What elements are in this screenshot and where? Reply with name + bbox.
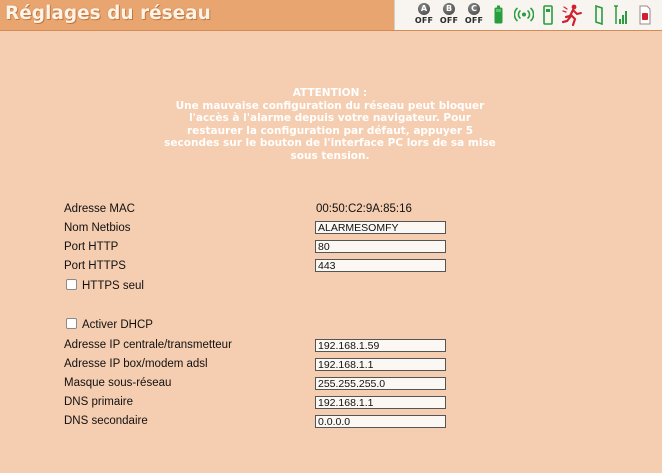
central-ip-input[interactable] <box>315 339 446 352</box>
zone-b-state: OFF <box>439 16 459 25</box>
dns-secondary-input[interactable] <box>315 415 446 428</box>
netbios-label: Nom Netbios <box>64 222 131 234</box>
warning-notice <box>160 87 500 162</box>
zone-b-status[interactable] <box>437 3 461 25</box>
radio-signal-icon <box>514 5 534 24</box>
subnet-mask-input[interactable] <box>315 377 446 390</box>
dhcp-row[interactable] <box>66 318 153 331</box>
zone-c-state: OFF <box>464 16 484 25</box>
header-bar <box>0 0 662 31</box>
http-port-label: Port HTTP <box>64 241 119 253</box>
battery-icon <box>494 5 503 24</box>
https-only-row[interactable] <box>66 279 144 292</box>
netbios-input[interactable] <box>315 221 446 234</box>
subnet-mask-label: Masque sous-réseau <box>64 377 172 389</box>
https-only-checkbox[interactable] <box>66 279 77 290</box>
dhcp-checkbox[interactable] <box>66 318 77 329</box>
https-port-input[interactable] <box>315 259 446 272</box>
dns-primary-label: DNS primaire <box>64 396 134 408</box>
central-ip-label: Adresse IP centrale/transmetteur <box>64 339 232 351</box>
mac-address-label: Adresse MAC <box>64 203 135 215</box>
dns-primary-input[interactable] <box>315 396 446 409</box>
zone-a-icon: A <box>418 3 430 15</box>
intrusion-alarm-icon <box>561 3 585 27</box>
notice-body: Une mauvaise configuration du réseau peut bloquer l'accès à l'alarme depuis votre navigateur. Pour restaurer la configuration par défaut, appuyer 5 secondes sur le bouton de l'interface PC lors de sa mise sous tension. <box>164 99 496 162</box>
zone-a-status[interactable] <box>412 3 436 25</box>
page-title: Réglages du réseau <box>5 3 211 24</box>
sensor-icon <box>543 5 553 25</box>
mac-address-value: 00:50:C2:9A:85:16 <box>316 203 412 215</box>
https-only-label: HTTPS seul <box>82 280 144 292</box>
zone-c-status[interactable] <box>462 3 486 25</box>
notice-heading: ATTENTION : <box>292 87 368 99</box>
zone-a-state: OFF <box>414 16 434 25</box>
signal-strength-icon <box>613 5 629 25</box>
sim-card-icon <box>639 5 651 25</box>
gateway-ip-label: Adresse IP box/modem adsl <box>64 358 208 370</box>
zone-c-icon: C <box>468 3 480 15</box>
device-icon <box>594 5 604 25</box>
https-port-label: Port HTTPS <box>64 260 126 272</box>
dns-secondary-label: DNS secondaire <box>64 415 148 427</box>
http-port-input[interactable] <box>315 240 446 253</box>
zone-b-icon: B <box>443 3 455 15</box>
status-panel <box>394 0 662 30</box>
gateway-ip-input[interactable] <box>315 358 446 371</box>
dhcp-label: Activer DHCP <box>82 319 153 331</box>
